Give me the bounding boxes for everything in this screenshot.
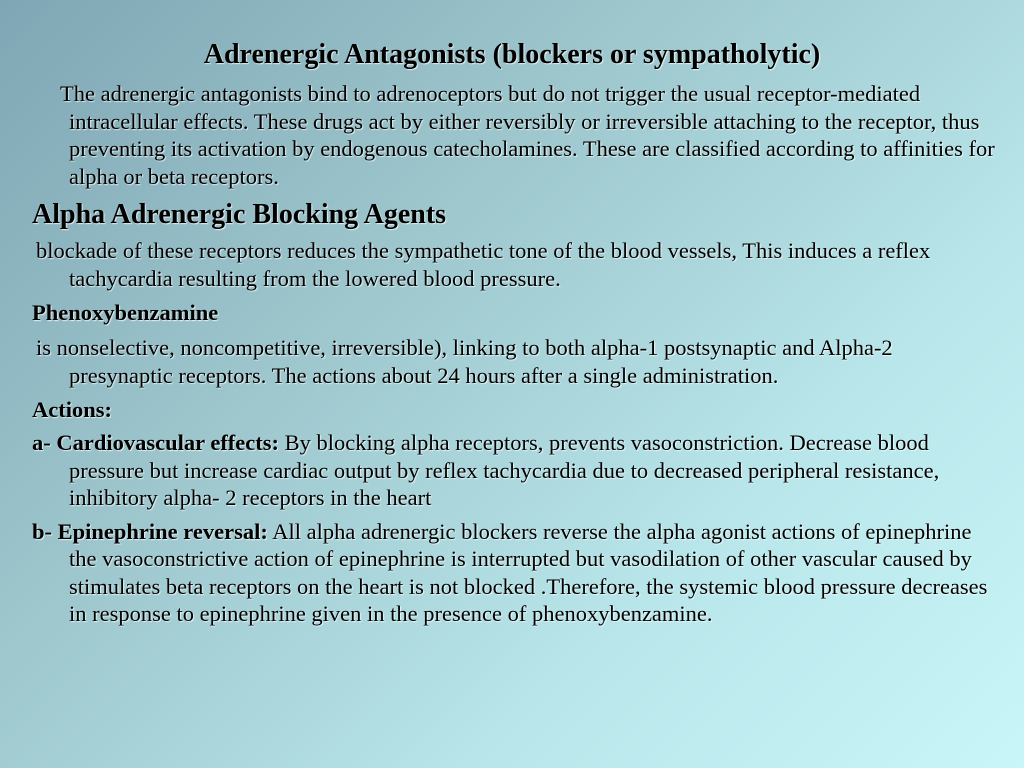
phenoxybenzamine-paragraph: is nonselective, noncompetitive, irreversible), linking to both alpha-1 postsynaptic and Alpha-2 presynaptic receptors. The actions about 24 hours after a single administration.: [36, 335, 893, 388]
action-a-label: a- Cardiovascular effects:: [32, 430, 280, 455]
action-a-paragraph: [32, 429, 997, 512]
action-b-text: All alpha adrenergic blockers reverse the alpha agonist actions of epinephrine the vasoconstrictive action of epinephrine is interrupted but vasodilation of other vascular caused by stimulates beta receptors on the heart is not blocked .Therefore, the systemic blood pressure decreases in response to epinephrine given in the presence of phenoxybenzamine.: [69, 518, 988, 626]
phenoxybenzamine-heading: Phenoxybenzamine: [32, 300, 219, 325]
action-a-text: By blocking alpha receptors, prevents vasoconstriction. Decrease blood pressure but increase cardiac output by reflex tachycardia due to decreased peripheral resistance, inhibitory alpha- 2 receptors in the heart: [69, 430, 940, 510]
alpha-heading: Alpha Adrenergic Blocking Agents: [32, 199, 447, 230]
action-b-paragraph: [32, 518, 997, 628]
alpha-paragraph: blockade of these receptors reduces the sympathetic tone of the blood vessels, This induces a reflex tachycardia resulting from the lowered blood pressure.: [36, 238, 931, 291]
slide-title: Adrenergic Antagonists (blockers or sympatholytic): [203, 39, 821, 70]
action-b-label: b- Epinephrine reversal:: [32, 518, 268, 544]
intro-paragraph: The adrenergic antagonists bind to adrenoceptors but do not trigger the usual receptor-mediated intracellular effects. These drugs act by either reversibly or irreversible attaching to the receptor, thus preventing its activation by endogenous catecholamines. These are classified according to affinities for alpha or beta receptors.: [60, 81, 995, 189]
slide-body: [32, 80, 997, 628]
actions-heading: Actions:: [32, 397, 112, 422]
